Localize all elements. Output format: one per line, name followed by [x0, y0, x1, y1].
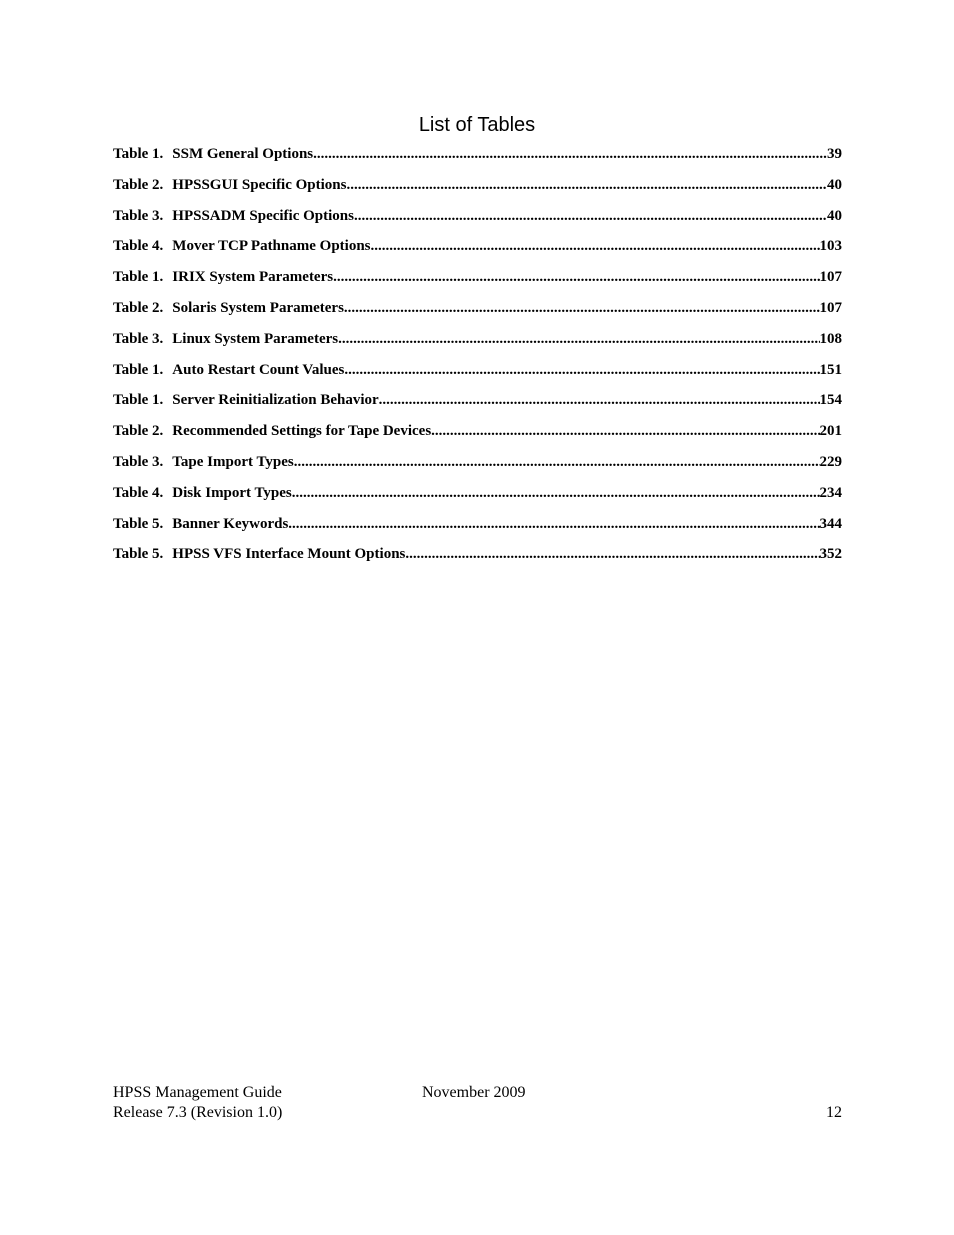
toc-entry-page: 39: [827, 146, 842, 162]
toc-entry-title: Banner Keywords: [172, 515, 289, 532]
footer-date: November 2009: [422, 1084, 526, 1101]
toc-entry-number: Table 2.: [113, 176, 164, 193]
toc-entry-page: 201: [819, 423, 842, 440]
toc-entry-title: Auto Restart Count Values: [172, 361, 345, 378]
toc-entry-page: 108: [819, 330, 842, 347]
list-of-tables: [113, 146, 842, 577]
toc-entry-page: 154: [819, 392, 842, 409]
toc-entry-number: Table 5.: [113, 515, 164, 532]
toc-entry-page: 103: [819, 238, 842, 255]
toc-entry-title: Linux System Parameters: [172, 330, 339, 347]
dot-leader: [344, 362, 819, 379]
toc-entry[interactable]: [113, 300, 842, 331]
toc-entry-page: 229: [819, 453, 842, 470]
toc-entry-number: Table 4.: [113, 238, 164, 255]
toc-entry-number: Table 2.: [113, 299, 164, 316]
toc-entry-page: 344: [819, 515, 842, 532]
toc-entry-title: SSM General Options: [172, 146, 314, 162]
toc-entry-page: 151: [819, 361, 842, 378]
toc-entry[interactable]: [113, 269, 842, 300]
toc-entry[interactable]: [113, 208, 842, 239]
toc-entry[interactable]: [113, 454, 842, 485]
toc-entry-title: Recommended Settings for Tape Devices: [172, 423, 432, 440]
toc-entry-number: Table 3.: [113, 330, 164, 347]
dot-leader: [371, 238, 820, 255]
toc-entry[interactable]: [113, 485, 842, 516]
toc-entry[interactable]: [113, 146, 842, 177]
toc-entry-number: Table 2.: [113, 423, 164, 440]
dot-leader: [333, 269, 819, 286]
toc-entry-number: Table 1.: [113, 392, 164, 409]
toc-entry-number: Table 1.: [113, 269, 164, 286]
toc-entry-number: Table 3.: [113, 453, 164, 470]
toc-entry-title: Solaris System Parameters: [172, 299, 344, 316]
toc-entry[interactable]: [113, 177, 842, 208]
dot-leader: [431, 423, 819, 440]
toc-entry[interactable]: [113, 238, 842, 269]
toc-entry[interactable]: [113, 516, 842, 547]
dot-leader: [292, 485, 820, 502]
toc-entry-title: Mover TCP Pathname Options: [172, 238, 371, 255]
toc-entry[interactable]: [113, 331, 842, 362]
toc-entry[interactable]: [113, 546, 842, 577]
footer-guide-name: HPSS Management Guide: [113, 1084, 282, 1101]
toc-entry-page: 234: [819, 484, 842, 501]
toc-entry-page: 107: [819, 269, 842, 286]
dot-leader: [405, 546, 819, 563]
dot-leader: [294, 454, 820, 471]
toc-entry-title: HPSSGUI Specific Options: [172, 176, 347, 193]
toc-entry-number: Table 4.: [113, 484, 164, 501]
dot-leader: [313, 146, 827, 163]
page-title: List of Tables: [418, 114, 536, 136]
dot-leader: [354, 208, 827, 225]
toc-entry-title: IRIX System Parameters: [172, 269, 334, 286]
dot-leader: [344, 300, 820, 317]
dot-leader: [338, 331, 819, 348]
toc-entry-page: 352: [819, 546, 842, 563]
dot-leader: [288, 516, 819, 533]
toc-entry-title: Server Reinitialization Behavior: [172, 392, 379, 409]
toc-entry-page: 40: [827, 207, 842, 224]
toc-entry[interactable]: [113, 423, 842, 454]
footer-page-number: 12: [826, 1104, 842, 1121]
toc-entry[interactable]: [113, 362, 842, 393]
footer-release: Release 7.3 (Revision 1.0): [113, 1104, 283, 1121]
toc-entry-title: HPSS VFS Interface Mount Options: [172, 546, 406, 563]
toc-entry-number: Table 5.: [113, 546, 164, 563]
toc-entry-title: Tape Import Types: [172, 453, 294, 470]
toc-entry-title: HPSSADM Specific Options: [172, 207, 354, 224]
toc-entry-page: 40: [827, 176, 842, 193]
toc-entry-page: 107: [819, 299, 842, 316]
toc-entry-number: Table 3.: [113, 207, 164, 224]
toc-entry-number: Table 1.: [113, 146, 164, 162]
dot-leader: [347, 177, 828, 194]
dot-leader: [379, 392, 820, 409]
toc-entry-title: Disk Import Types: [172, 484, 292, 501]
toc-entry[interactable]: [113, 392, 842, 423]
toc-entry-number: Table 1.: [113, 361, 164, 378]
